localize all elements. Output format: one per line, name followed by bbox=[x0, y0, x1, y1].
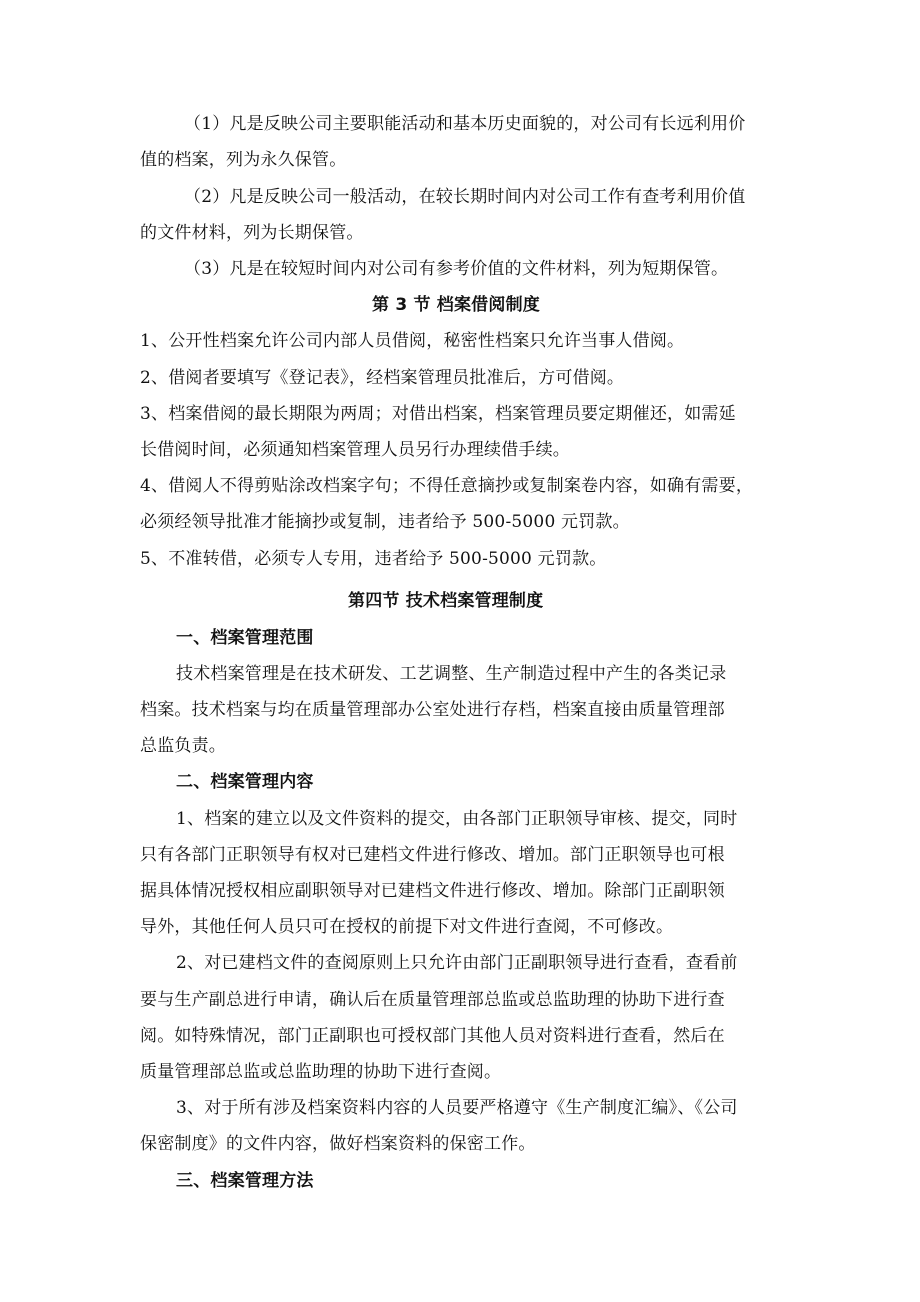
paragraph-line: 1、公开性档案允许公司内部人员借阅，秘密性档案只允许当事人借阅。 bbox=[140, 331, 685, 351]
paragraph-line: 4、借阅人不得剪贴涂改档案字句；不得任意摘抄或复制案卷内容，如确有需要， bbox=[140, 476, 754, 496]
paragraph-line: 3、对于所有涉及档案资料内容的人员要严格遵守《生产制度汇编》、《公司 bbox=[176, 1098, 738, 1118]
paragraph-line: （3）凡是在较短时间内对公司有参考价值的文件材料，列为短期保管。 bbox=[184, 259, 729, 279]
paragraph-line: 档案。技术档案与均在质量管理部办公室处进行存档，档案直接由质量管理部 bbox=[140, 700, 725, 720]
paragraph-line: （2）凡是反映公司一般活动，在较长期时间内对公司工作有查考利用价值 bbox=[184, 187, 746, 207]
paragraph-line: 阅。如特殊情况，部门正副职也可授权部门其他人员对资料进行查看，然后在 bbox=[140, 1026, 725, 1046]
paragraph-line: 总监负责。 bbox=[140, 736, 226, 756]
paragraph-line: 值的档案，列为永久保管。 bbox=[140, 150, 347, 170]
paragraph-line: 质量管理部总监或总监助理的协助下进行查阅。 bbox=[140, 1062, 502, 1082]
paragraph-line: 2、对已建档文件的查阅原则上只允许由部门正副职领导进行查看，查看前 bbox=[176, 953, 738, 973]
paragraph-line: 3、档案借阅的最长期限为两周；对借出档案，档案管理员要定期催还，如需延 bbox=[140, 404, 736, 424]
paragraph-line: 技术档案管理是在技术研发、工艺调整、生产制造过程中产生的各类记录 bbox=[176, 664, 727, 684]
section-heading: 第四节 技术档案管理制度 bbox=[348, 591, 544, 611]
subsection-heading: 一、档案管理范围 bbox=[176, 628, 314, 648]
paragraph-line: 必须经领导批准才能摘抄或复制，违者给予 500-5000 元罚款。 bbox=[140, 512, 630, 532]
paragraph-line: 5、不准转借，必须专人专用，违者给予 500-5000 元罚款。 bbox=[140, 549, 607, 569]
paragraph-line: 导外，其他任何人员只可在授权的前提下对文件进行查阅，不可修改。 bbox=[140, 917, 674, 937]
paragraph-line: 2、借阅者要填写《登记表》，经档案管理员批准后，方可借阅。 bbox=[140, 368, 625, 388]
subsection-heading: 三、档案管理方法 bbox=[176, 1171, 314, 1191]
paragraph-line: （1）凡是反映公司主要职能活动和基本历史面貌的，对公司有长远利用价 bbox=[184, 114, 746, 134]
paragraph-line: 要与生产副总进行申请，确认后在质量管理部总监或总监助理的协助下进行查 bbox=[140, 990, 725, 1010]
paragraph-line: 据具体情况授权相应副职领导对已建档文件进行修改、增加。除部门正副职领 bbox=[140, 881, 725, 901]
paragraph-line: 长借阅时间，必须通知档案管理人员另行办理续借手续。 bbox=[140, 440, 570, 460]
paragraph-line: 保密制度》的文件内容，做好档案资料的保密工作。 bbox=[140, 1134, 536, 1154]
subsection-heading: 二、档案管理内容 bbox=[176, 772, 314, 792]
paragraph-line: 1、档案的建立以及文件资料的提交，由各部门正职领导审核、提交，同时 bbox=[176, 809, 738, 829]
paragraph-line: 的文件材料，列为长期保管。 bbox=[140, 223, 364, 243]
section-heading: 第 3 节 档案借阅制度 bbox=[372, 295, 540, 315]
paragraph-line: 只有各部门正职领导有权对已建档文件进行修改、增加。部门正职领导也可根 bbox=[140, 845, 725, 865]
